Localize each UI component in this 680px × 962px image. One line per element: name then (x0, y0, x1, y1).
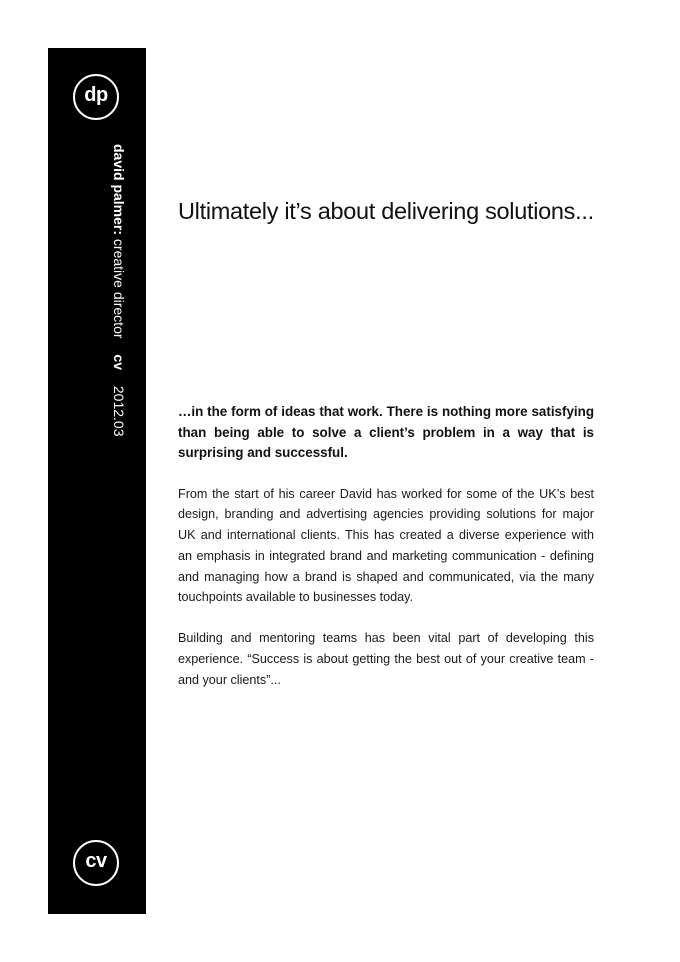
cv-logo (73, 840, 119, 886)
author-name: david palmer: (111, 144, 127, 236)
author-role: creative director (111, 238, 127, 339)
lead-paragraph: …in the form of ideas that work. There is nothing more satisfying than being able to solve a client’s problem in a way that is surprising and successful. (178, 404, 594, 460)
sidebar (48, 48, 146, 914)
doc-type: cv (111, 354, 127, 370)
main-content (178, 402, 594, 711)
dp-logo (73, 74, 119, 120)
body-paragraph-1: From the start of his career David has worked for some of the UK’s best design, branding and advertising agencies providing solutions for major UK and international clients. This has created a diverse experience with an emphasis in integrated brand and marketing communication - defining and managing how a brand is shaped and communicated, via the many touchpoints available to businesses today. (178, 486, 594, 605)
page-headline: Ultimately it’s about delivering solutions... (178, 198, 594, 224)
dp-logo-text: dp (84, 84, 108, 106)
cv-logo-text: cv (85, 850, 107, 872)
vertical-title (109, 144, 129, 436)
body-paragraph-2: Building and mentoring teams has been vital part of developing this experience. “Success is about getting the best out of your creative team - and your clients”... (178, 631, 594, 687)
doc-version: 2012.03 (111, 385, 127, 437)
